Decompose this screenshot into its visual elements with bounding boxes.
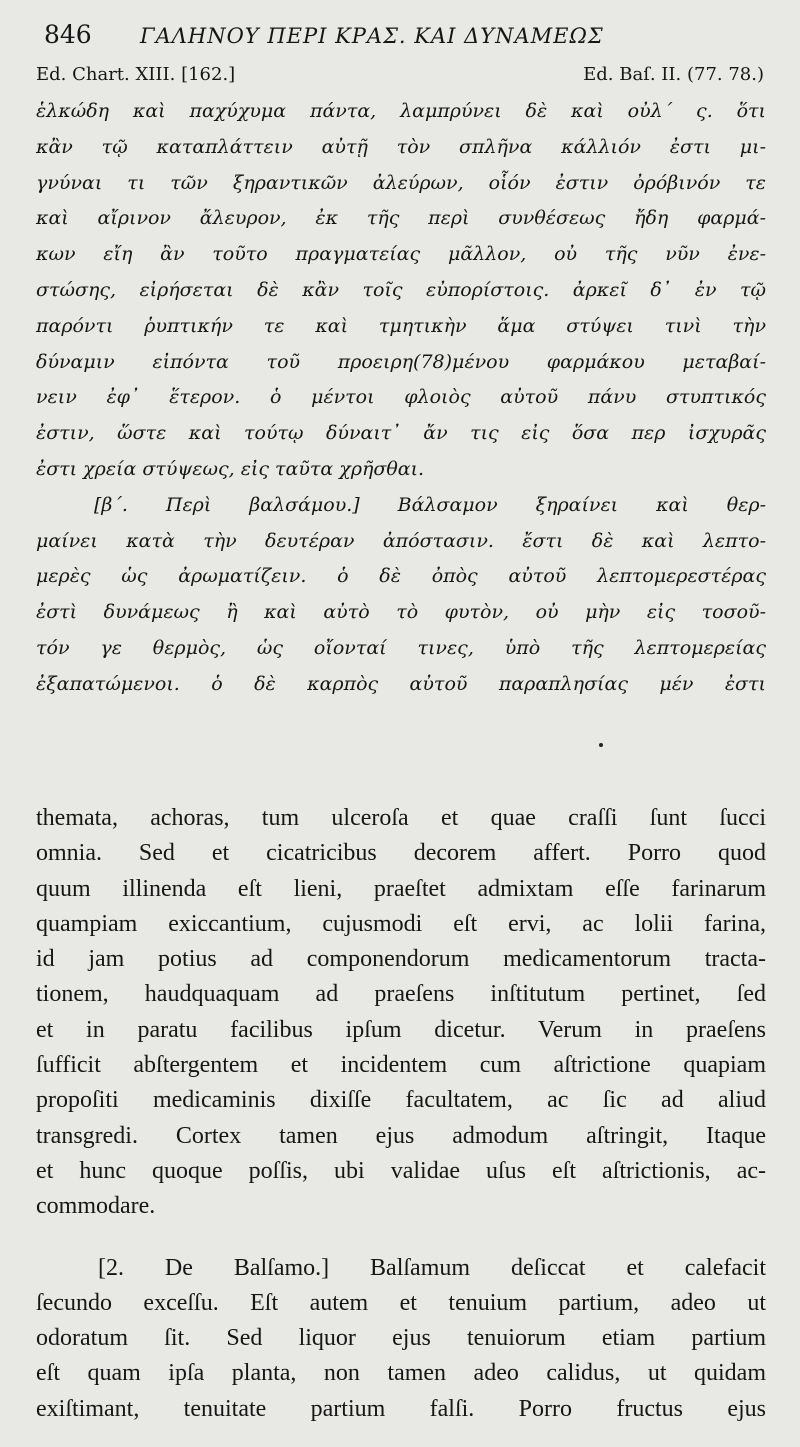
latin-line: propoſiti medicaminis dixiſſe facultatem, ac ſic ad aliud xyxy=(36,1087,766,1114)
running-header xyxy=(36,20,766,64)
greek-line: παρόντι ῥυπτικήν τε καὶ τμητικὴν ἅμα στύψει τινὶ τὴν xyxy=(36,314,766,337)
greek-text-block xyxy=(36,94,766,703)
greek-line: ἐξαπατώμενοι. ὁ δὲ καρπὸς αὐτοῦ παραπλησίας μέν ἐστι xyxy=(36,672,766,695)
latin-text-block xyxy=(36,801,766,1427)
greek-line: ἐστι χρεία στύψεως, εἰς ταῦτα χρῆσθαι. xyxy=(36,457,425,480)
latin-line: quampiam exiccantium, cujusmodi eſt ervi, ac lolii farina, xyxy=(36,910,766,937)
latin-line: exiſtimant, tenuitate partium falſi. Porro fructus ejus xyxy=(36,1395,766,1422)
greek-line: κἂν τῷ καταπλάττειν αὐτῇ τὸν σπλῆνα κάλλιόν ἐστι μι- xyxy=(36,135,766,158)
latin-line: ſecundo exceſſu. Eſt autem et tenuium partium, adeo ut xyxy=(36,1289,766,1316)
edition-reference-line xyxy=(36,64,766,90)
greek-line: μερὲς ὡς ἀρωματίζειν. ὁ δὲ ὀπὸς αὐτοῦ λεπτομερεστέρας xyxy=(36,565,766,588)
greek-line: γνύναι τι τῶν ξηραντικῶν ἀλεύρων, οἷόν ἐστιν ὀρόβινόν τε xyxy=(36,171,766,194)
page-number: 846 xyxy=(44,20,92,49)
greek-line: μαίνει κατὰ τὴν δευτέραν ἀπόστασιν. ἔστι δὲ καὶ λεπτο- xyxy=(36,529,766,552)
latin-line: eſt quam ipſa planta, non tamen adeo calidus, ut quidam xyxy=(36,1360,766,1387)
greek-line: ἐστὶ δυνάμεως ἢ καὶ αὐτὸ τὸ φυτὸν, οὐ μὴν εἰς τοσοῦ- xyxy=(36,601,766,624)
latin-line: id jam potius ad componendorum medicamentorum tracta- xyxy=(36,946,766,973)
greek-line: ἐστιν, ὥστε καὶ τούτῳ δύναιτ᾽ ἄν τις εἰς ὅσα περ ἰσχυρᾶς xyxy=(36,422,766,445)
edition-chartier-reference: Ed. Chart. XIII. [162.] xyxy=(36,64,236,85)
greek-line: ἑλκώδη καὶ παχύχυμα πάντα, λαμπρύνει δὲ καὶ οὐλ΄ ς. ὅτι xyxy=(36,100,766,122)
greek-line: κων εἴη ἂν τοῦτο πραγματείας μᾶλλον, οὐ τῆς νῦν ἐνε- xyxy=(36,243,766,266)
latin-line: commodare. xyxy=(36,1193,156,1220)
greek-line: δύναμιν εἰπόντα τοῦ προειρη(78)μένου φαρμάκου μεταβαί- xyxy=(36,350,766,373)
latin-line: et hunc quoque poſſis, ubi validae uſus eſt aſtrictionis, ac- xyxy=(36,1157,766,1184)
latin-section-heading-line: [2. De Balſamo.] Balſamum deſiccat et calefacit xyxy=(98,1254,766,1281)
running-title: ΓΑΛΗΝΟΥ ΠΕΡΙ ΚΡΑΣ. ΚΑΙ ΔΥΝΑΜΕΩΣ xyxy=(140,24,604,48)
latin-line: omnia. Sed et cicatricibus decorem affert. Porro quod xyxy=(36,840,766,867)
greek-line: νειν ἐφ᾽ ἕτερον. ὁ μέντοι φλοιὸς αὐτοῦ πάνυ στυπτικός xyxy=(36,386,766,409)
greek-line: στώσης, εἰρήσεται δὲ κἂν τοῖς εὐπορίστοις. ἀρκεῖ δ᾽ ἐν τῷ xyxy=(36,278,766,301)
latin-line: et in paratu facilibus ipſum dicetur. Verum in praeſens xyxy=(36,1016,766,1043)
greek-line: τόν γε θερμὸς, ὡς οἴονταί τινες, ὑπὸ τῆς λεπτομερείας xyxy=(36,636,766,659)
latin-line: themata, achoras, tum ulceroſa et quae craſſi ſunt ſucci xyxy=(36,805,766,831)
greek-section-heading-line: [β΄. Περὶ βαλσάμου.] Βάλσαμον ξηραίνει καὶ θερ- xyxy=(94,493,766,516)
greek-line: καὶ αἴρινον ἄλευρον, ἐκ τῆς περὶ συνθέσεως ἤδη φαρμά- xyxy=(36,207,766,230)
edition-basel-reference: Ed. Baſ. II. (77. 78.) xyxy=(583,64,764,85)
latin-line: tionem, haudquaquam ad praeſens inſtitutum pertinet, ſed xyxy=(36,981,766,1008)
latin-line: transgredi. Cortex tamen ejus admodum aſtringit, Itaque xyxy=(36,1122,766,1149)
latin-line: ſufficit abſtergentem et incidentem cum aſtrictione quapiam xyxy=(36,1052,766,1079)
latin-line: odoratum ſit. Sed liquor ejus tenuiorum etiam partium xyxy=(36,1325,766,1352)
latin-line: quum illinenda eſt lieni, praeſtet admixtam eſſe farinarum xyxy=(36,875,766,902)
print-speck xyxy=(599,743,603,747)
